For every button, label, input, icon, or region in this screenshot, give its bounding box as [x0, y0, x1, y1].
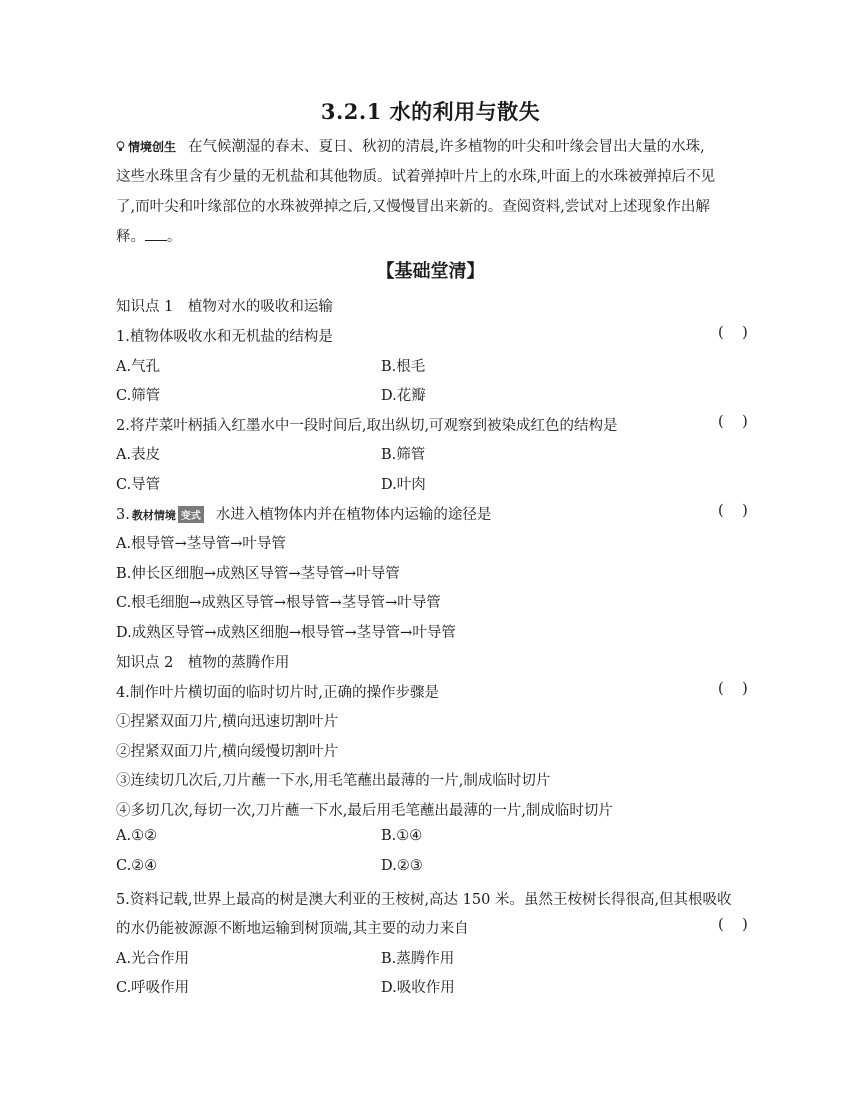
knowledge-point-2: 知识点 2 植物的蒸腾作用	[116, 655, 290, 671]
intro-line-3: 了,而叶尖和叶缘部位的水珠被弹掉之后,又慢慢冒出来新的。查阅资料,尝试对上述现象作出解	[116, 199, 710, 215]
q3-stem-line	[116, 503, 491, 524]
q3-answer-paren[interactable]: ( )	[718, 503, 748, 519]
q4-option-b: B.①④	[381, 828, 423, 844]
answer-blank[interactable]	[145, 226, 167, 241]
q1-option-b: B.根毛	[381, 359, 426, 375]
q5-stem-line-2: 的水仍能被源源不断地运输到树顶端,其主要的动力来自	[116, 921, 469, 937]
q1-option-c: C.筛管	[116, 388, 161, 404]
intro-line-4	[116, 222, 746, 252]
q1-answer-paren[interactable]: ( )	[718, 325, 748, 341]
intro-text-4: 释。	[116, 229, 145, 245]
q5-stem-line-1: 5.资料记载,世界上最高的树是澳大利亚的王桉树,高达 150 米。虽然王桉树长得很高,但其根吸收	[116, 892, 732, 908]
section-heading: 【基础堂清】	[376, 261, 485, 282]
q2-option-d: D.叶肉	[381, 477, 426, 493]
q1-option-d: D.花瓣	[381, 388, 426, 404]
q4-answer-paren[interactable]: ( )	[718, 681, 748, 697]
q1-option-a: A.气孔	[116, 359, 161, 375]
intro-tag	[116, 132, 176, 162]
q5-option-c: C.呼吸作用	[116, 980, 190, 996]
q3-option-c: C.根毛细胞→成熟区导管→根导管→茎导管→叶导管	[116, 595, 441, 611]
intro-tag-label: 情境创生	[128, 140, 177, 154]
q4-option-d: D.②③	[381, 858, 423, 874]
q4-stem: 4.制作叶片横切面的临时切片时,正确的操作步骤是	[116, 685, 439, 701]
q4-step-1: ①捏紧双面刀片,横向迅速切割叶片	[116, 714, 339, 730]
lightbulb-icon	[116, 141, 125, 152]
q3-option-d: D.成熟区导管→成熟区细胞→根导管→茎导管→叶导管	[116, 625, 456, 641]
q5-answer-paren[interactable]: ( )	[718, 917, 748, 933]
q2-option-a: A.表皮	[116, 447, 161, 463]
q1-stem: 1.植物体吸收水和无机盐的结构是	[116, 329, 333, 345]
q4-step-3: ③连续切几次后,刀片蘸一下水,用毛笔蘸出最薄的一片,制成临时切片	[116, 773, 551, 789]
q3-badge-textbook: 教材情境	[131, 509, 176, 522]
q4-step-4: ④多切几次,每切一次,刀片蘸一下水,最后用毛笔蘸出最薄的一片,制成临时切片	[116, 803, 613, 819]
q3-number: 3.	[116, 507, 130, 523]
q2-stem: 2.将芹菜叶柄插入红墨水中一段时间后,取出纵切,可观察到被染成红色的结构是	[116, 418, 618, 434]
q3-stem: 水进入植物体内并在植物体内运输的途径是	[215, 507, 492, 523]
q5-option-a: A.光合作用	[116, 951, 190, 967]
page-title: 3.2.1 水的利用与散失	[320, 99, 541, 124]
knowledge-point-1: 知识点 1 植物对水的吸收和运输	[116, 299, 333, 315]
q4-option-c: C.②④	[116, 858, 158, 874]
intro-text-1: 在气候潮湿的春末、夏日、秋初的清晨,许多植物的叶尖和叶缘会冒出大量的水珠,	[188, 139, 705, 155]
q2-option-b: B.筛管	[381, 447, 426, 463]
intro-text-4-end: 。	[167, 229, 182, 245]
intro-line-2: 这些水珠里含有少量的无机盐和其他物质。试着弹掉叶片上的水珠,叶面上的水珠被弹掉后不见	[116, 169, 716, 185]
q5-option-b: B.蒸腾作用	[381, 951, 455, 967]
q3-option-b: B.伸长区细胞→成熟区导管→茎导管→叶导管	[116, 566, 400, 582]
q3-option-a: A.根导管→茎导管→叶导管	[116, 536, 286, 552]
q3-badge-variant: 变式	[178, 506, 204, 523]
intro-line-1	[116, 132, 746, 162]
q5-option-d: D.吸收作用	[381, 980, 455, 996]
q4-step-2: ②捏紧双面刀片,横向缓慢切割叶片	[116, 744, 339, 760]
q2-answer-paren[interactable]: ( )	[718, 414, 748, 430]
intro-paragraph	[116, 132, 746, 252]
q2-option-c: C.导管	[116, 477, 161, 493]
q4-option-a: A.①②	[116, 828, 158, 844]
